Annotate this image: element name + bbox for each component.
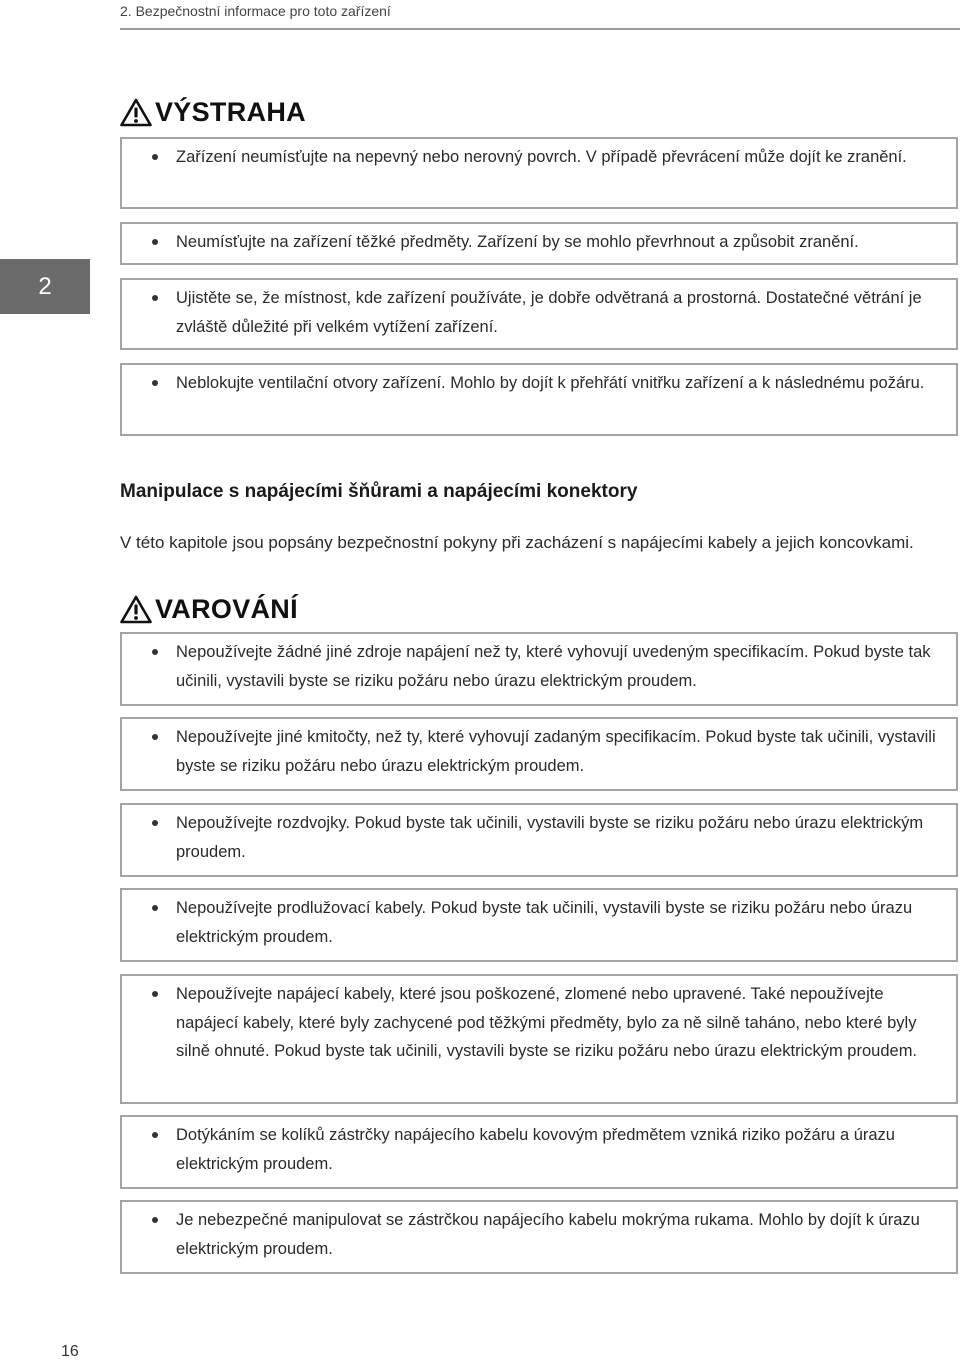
bullet-icon	[152, 1132, 158, 1138]
warning-item	[120, 363, 958, 436]
warning-item	[120, 278, 958, 350]
warning-triangle-icon	[120, 595, 152, 624]
warning-triangle-icon	[120, 98, 152, 127]
running-header: 2. Bezpečnostní informace pro toto zařízení	[120, 3, 391, 19]
caution-item	[120, 1115, 958, 1189]
caution-item-text: Nepoužívejte rozdvojky. Pokud byste tak učinili, vystavili byste se riziku požáru nebo úrazu elektrickým proudem.	[176, 814, 924, 861]
header-rule	[120, 28, 960, 30]
caution-item	[120, 888, 958, 962]
caution-item	[120, 803, 958, 877]
caution-item-text: Je nebezpečné manipulovat se zástrčkou napájecího kabelu mokrýma rukama. Mohlo by dojít k úrazu elektrickým proudem.	[176, 1211, 920, 1258]
caution-item	[120, 1200, 958, 1274]
warning-item	[120, 222, 958, 265]
bullet-icon	[152, 734, 158, 740]
bullet-icon	[152, 239, 158, 245]
warning-item-text: Zařízení neumísťujte na nepevný nebo nerovný povrch. V případě převrácení může dojít ke zranění.	[176, 148, 907, 166]
warning-title-text: VÝSTRAHA	[155, 97, 306, 127]
bullet-icon	[152, 905, 158, 911]
bullet-icon	[152, 295, 158, 301]
chapter-tab: 2	[0, 259, 90, 314]
caution-title-text: VAROVÁNÍ	[155, 594, 298, 624]
caution-item-text: Nepoužívejte prodlužovací kabely. Pokud byste tak učinili, vystavili byste se riziku požáru nebo úrazu elektrickým proudem.	[176, 899, 913, 946]
warning-item-text: Neblokujte ventilační otvory zařízení. Mohlo by dojít k přehřátí vnitřku zařízení a k následnému požáru.	[176, 374, 925, 392]
caution-item-text: Nepoužívejte jiné kmitočty, než ty, které vyhovují zadaným specifikacím. Pokud byste tak učinili, vystavili byste se riziku požáru nebo úrazu elektrickým proudem.	[176, 728, 936, 775]
bullet-icon	[152, 649, 158, 655]
caution-item-text: Dotýkáním se kolíků zástrčky napájecího kabelu kovovým předmětem vzniká riziko požáru a úrazu elektrickým proudem.	[176, 1126, 895, 1173]
bullet-icon	[152, 820, 158, 826]
bullet-icon	[152, 380, 158, 386]
warning-item-text: Ujistěte se, že místnost, kde zařízení používáte, je dobře odvětraná a prostorná. Dostatečné větrání je zvláště důležité při velkém vytížení zařízení.	[176, 289, 922, 336]
caution-title	[120, 594, 298, 625]
section-heading: Manipulace s napájecími šňůrami a napájecími konektory	[120, 481, 638, 502]
caution-item-text: Nepoužívejte napájecí kabely, které jsou poškozené, zlomené nebo upravené. Také nepoužívejte napájecí kabely, které byly zachycené pod těžkými předměty, bylo za ně silně taháno, nebo které byly silně ohnuté. Pokud byste tak učinili, vystavili byste se riziku požáru nebo úrazu elektrickým proudem.	[176, 985, 918, 1060]
caution-item	[120, 974, 958, 1104]
caution-item	[120, 632, 958, 706]
page-number: 16	[61, 1343, 79, 1360]
section-intro: V této kapitole jsou popsány bezpečnostní pokyny při zacházení s napájecími kabely a jejich koncovkami.	[120, 533, 914, 552]
warning-item-text: Neumísťujte na zařízení těžké předměty. Zařízení by se mohlo převrhnout a způsobit zranění.	[176, 233, 859, 251]
bullet-icon	[152, 991, 158, 997]
caution-item	[120, 717, 958, 791]
warning-title	[120, 97, 306, 128]
bullet-icon	[152, 1217, 158, 1223]
bullet-icon	[152, 154, 158, 160]
caution-item-text: Nepoužívejte žádné jiné zdroje napájení než ty, které vyhovují uvedeným specifikacím. Pokud byste tak učinili, vystavili byste se riziku požáru nebo úrazu elektrickým proudem.	[176, 643, 931, 690]
warning-item	[120, 137, 958, 209]
